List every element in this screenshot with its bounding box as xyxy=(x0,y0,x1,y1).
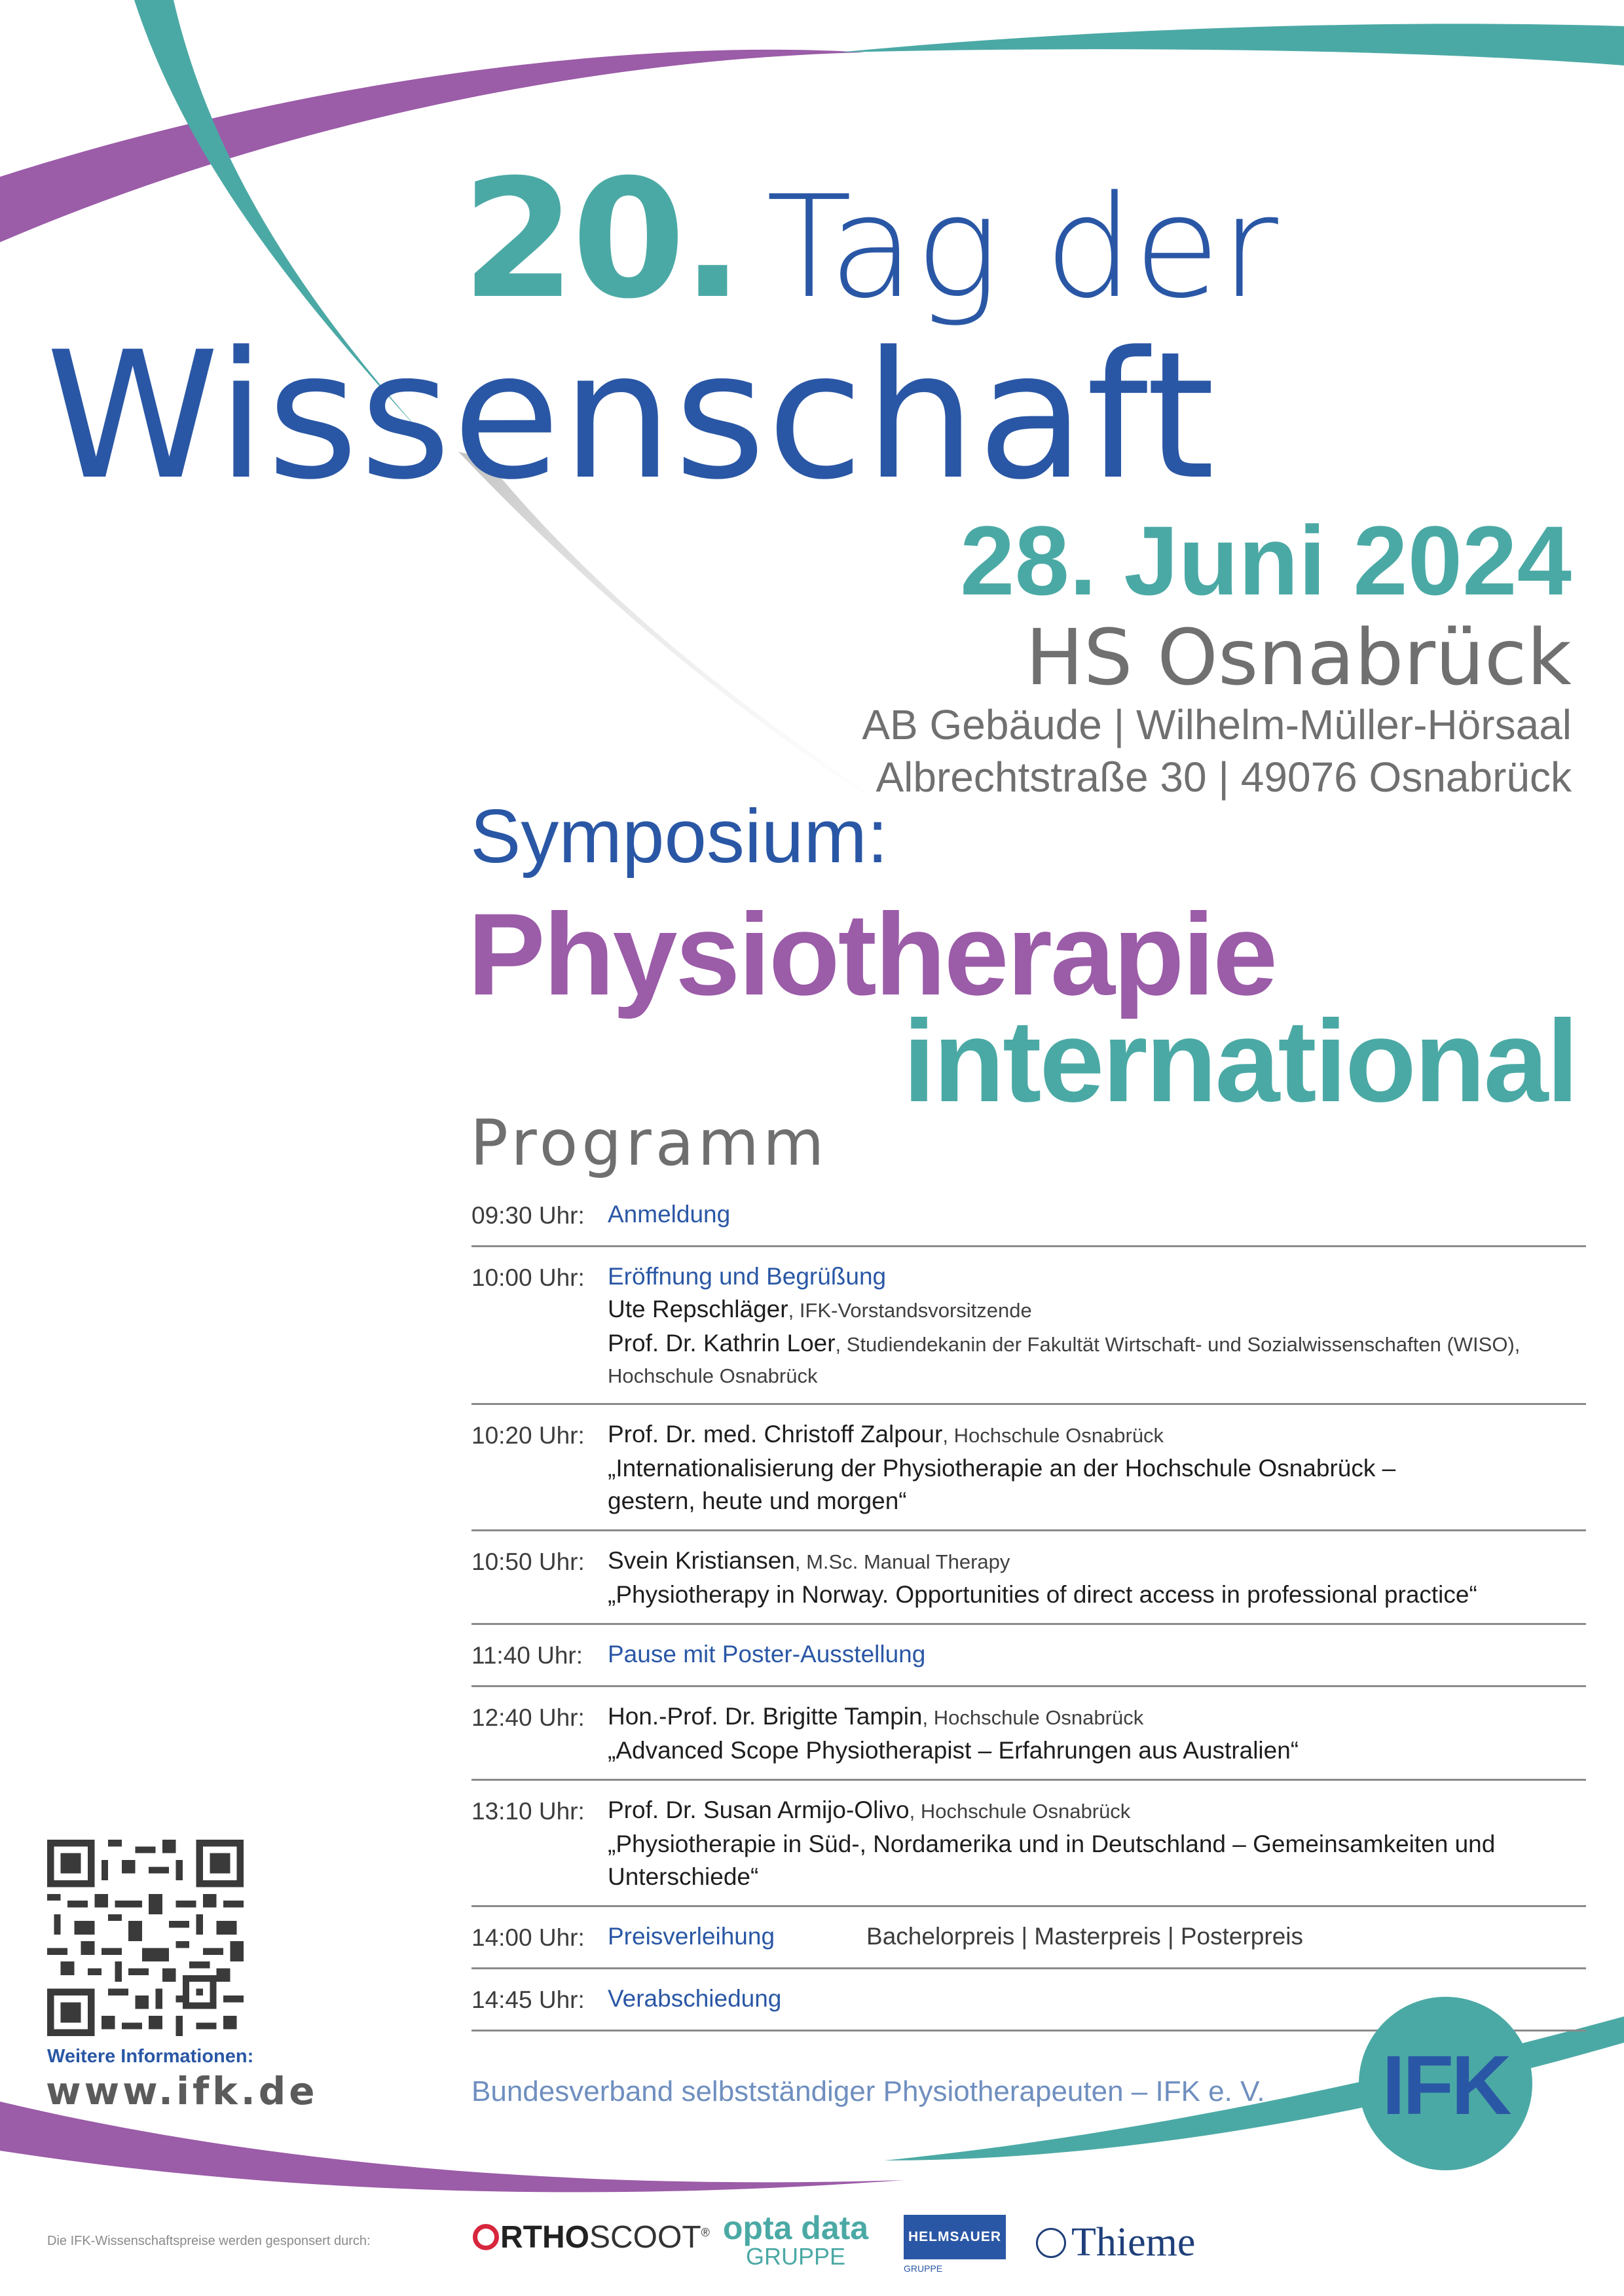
registered-mark: ® xyxy=(701,2226,710,2239)
programm-heading: Programm xyxy=(470,1106,828,1180)
speaker-line xyxy=(608,1794,1586,1828)
speaker-name: Ute Repschläger xyxy=(608,1296,788,1322)
event-address: Albrechtstraße 30 | 49076 Osnabrück xyxy=(876,754,1572,801)
speaker-affiliation: , Hochschule Osnabrück xyxy=(909,1800,1131,1823)
speaker-line xyxy=(608,1544,1586,1578)
talk-title: „Physiotherapy in Norway. Opportunities of direct access in professional practice“ xyxy=(608,1581,1477,1608)
sponsor-note: Die IFK-Wissenschaftspreise werden gesponsert durch: xyxy=(47,2234,371,2248)
program-body xyxy=(608,1198,1586,1233)
program-time: 10:00 Uhr: xyxy=(471,1264,585,1291)
qr-code-icon[interactable] xyxy=(47,1840,244,2036)
speaker-affiliation: , Hochschule Osnabrück xyxy=(922,1706,1144,1729)
program-time: 13:10 Uhr: xyxy=(471,1798,585,1825)
speaker-name: Svein Kristiansen xyxy=(608,1547,795,1574)
orthoscoot-rest: SCOOT xyxy=(589,2220,701,2255)
orthoscoot-letter: R xyxy=(500,2220,523,2255)
more-info-link[interactable]: www.ifk.de xyxy=(46,2069,318,2113)
helmsauer-sub: GRUPPE xyxy=(904,2263,943,2274)
symposium-title-line-2: international xyxy=(902,996,1577,1126)
program-time: 12:40 Uhr: xyxy=(471,1704,585,1731)
sponsor-logo-thieme xyxy=(1036,2219,1195,2266)
program-row xyxy=(471,1247,1586,1405)
program-title: Verabschiedung xyxy=(608,1985,782,2012)
event-room: AB Gebäude | Wilhelm-Müller-Hörsaal xyxy=(862,701,1572,748)
speaker-line xyxy=(608,1700,1586,1734)
program-row xyxy=(471,1781,1586,1907)
talk-title: „Advanced Scope Physiotherapist – Erfahrungen aus Australien“ xyxy=(608,1737,1299,1764)
speaker-line xyxy=(608,1327,1586,1361)
program-time: 11:40 Uhr: xyxy=(471,1642,583,1669)
speaker-name: Prof. Dr. Kathrin Loer xyxy=(608,1330,836,1357)
optadata-sub: GRUPPE xyxy=(745,2243,846,2270)
speaker-name: Prof. Dr. Susan Armijo-Olivo xyxy=(608,1796,910,1823)
prize-list: Bachelorpreis | Masterpreis | Posterpreis xyxy=(866,1923,1304,1950)
program-title: Anmeldung xyxy=(608,1201,731,1228)
program-body xyxy=(608,1260,1586,1391)
more-info-label: Weitere Informationen: xyxy=(47,2046,254,2067)
program-body xyxy=(608,1700,1586,1767)
program-row xyxy=(471,1907,1586,1969)
program-title: Preisverleihung xyxy=(608,1923,775,1950)
program-time: 10:20 Uhr: xyxy=(471,1422,585,1449)
orthoscoot-bold: THO xyxy=(523,2220,589,2255)
speaker-line xyxy=(608,1418,1586,1452)
event-venue: HS Osnabrück xyxy=(1025,612,1572,702)
program-title: Pause mit Poster-Ausstellung xyxy=(608,1641,926,1667)
program-body xyxy=(608,1638,1586,1673)
program-row xyxy=(471,1625,1586,1687)
speaker-name: Hon.-Prof. Dr. Brigitte Tampin xyxy=(608,1703,923,1730)
ifk-logo-icon xyxy=(1359,1997,1532,2170)
program-time: 09:30 Uhr: xyxy=(471,1202,585,1229)
optadata-name: opta data xyxy=(722,2210,869,2246)
speaker-name: Prof. Dr. med. Christoff Zalpour xyxy=(608,1421,943,1448)
symposium-title-line-1: Physiotherapie xyxy=(468,889,1276,1019)
program-body xyxy=(608,1794,1586,1893)
helmsauer-name: HELMSAUER xyxy=(904,2215,1006,2259)
speaker-affiliation: , M.Sc. Manual Therapy xyxy=(794,1550,1010,1573)
speaker-affiliation: , Hochschule Osnabrück xyxy=(942,1424,1164,1447)
orthoscoot-icon xyxy=(473,2224,499,2250)
speaker-affiliation: , IFK-Vorstandsvorsitzende xyxy=(788,1299,1032,1322)
program-body xyxy=(608,1544,1586,1611)
title-number: 20. xyxy=(462,144,740,335)
sponsor-logo-optadata xyxy=(701,2212,891,2269)
title-text: Tag der xyxy=(766,165,1278,329)
sponsor-logo-orthoscoot xyxy=(473,2219,710,2255)
speaker-affiliation: , Studiendekanin der Fakultät Wirtschaft- und Sozialwissenschaften (WISO), xyxy=(835,1333,1521,1356)
title-line-2: Wissenschaft xyxy=(46,314,1217,519)
talk-title-cont: gestern, heute und morgen“ xyxy=(608,1487,907,1514)
program-body xyxy=(608,1920,1586,1956)
program-row xyxy=(471,1687,1586,1781)
program-time: 14:00 Uhr: xyxy=(471,1924,585,1951)
thieme-icon xyxy=(1036,2228,1066,2258)
program-title-line xyxy=(608,1920,1586,1953)
title-line-1 xyxy=(462,144,1575,335)
program-row xyxy=(471,1405,1586,1531)
program-time: 14:45 Uhr: xyxy=(471,1986,585,2013)
program-body xyxy=(608,1418,1586,1518)
symposium-label: Symposium: xyxy=(470,793,889,879)
speaker-line xyxy=(608,1293,1586,1327)
program-table xyxy=(471,1185,1586,2032)
talk-title: „Physiotherapie in Süd-, Nordamerika und in Deutschland – Gemeinsamkeiten und Unterschiede“ xyxy=(608,1831,1496,1890)
program-row xyxy=(471,1185,1586,1247)
talk-title: „Internationalisierung der Physiotherapie an der Hochschule Osnabrück – xyxy=(608,1455,1396,1482)
program-row xyxy=(471,1531,1586,1625)
ifk-logo-text: IFK xyxy=(1382,2039,1509,2132)
speaker-affiliation-cont: Hochschule Osnabrück xyxy=(608,1364,818,1387)
sponsor-logo-helmsauer xyxy=(904,2215,1006,2274)
program-time: 10:50 Uhr: xyxy=(471,1548,585,1575)
organization-name: Bundesverband selbstständiger Physiotherapeuten – IFK e. V. xyxy=(471,2075,1265,2107)
event-date: 28. Juni 2024 xyxy=(960,505,1572,615)
program-title: Eröffnung und Begrüßung xyxy=(608,1263,887,1290)
thieme-name: Thieme xyxy=(1071,2220,1196,2265)
